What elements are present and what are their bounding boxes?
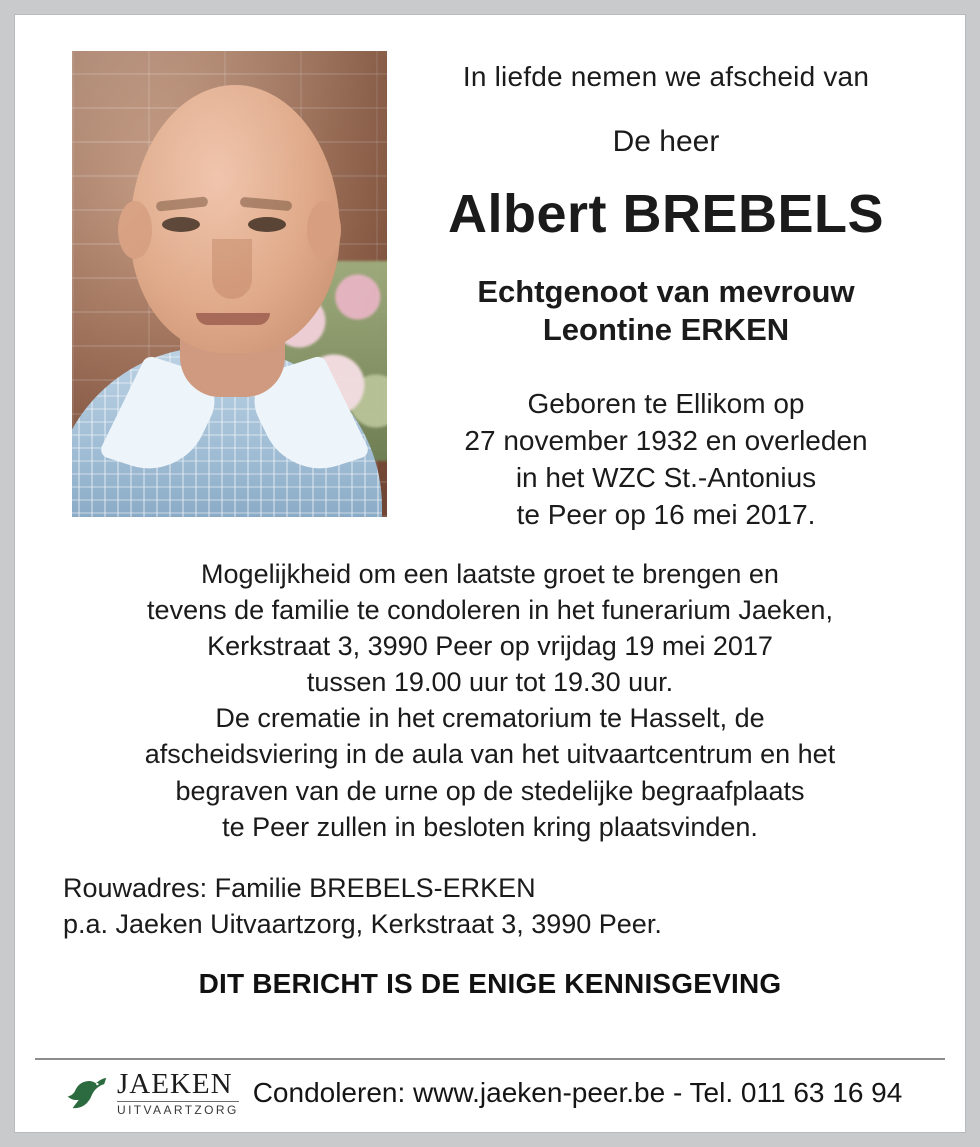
death-line: te Peer op 16 mei 2017. [516, 499, 816, 531]
ceremony-line-4: tussen 19.00 uur tot 19.30 uur. [306, 667, 674, 698]
ceremony-details [35, 556, 945, 845]
address-line-1: Rouwadres: Familie BREBELS-ERKEN [63, 872, 536, 903]
portrait-photo [72, 51, 387, 517]
footer-contact-text: Condoleren: www.jaeken-peer.be - Tel. 011 63 16 94 [252, 1077, 903, 1108]
ceremony-line-2: tevens de familie te condoleren in het funerarium Jaeken, [147, 594, 833, 625]
salutation-text: De heer [612, 125, 720, 158]
place-line: in het WZC St.-Antonius [515, 462, 817, 494]
spouse-line-1: Echtgenoot van mevrouw [477, 274, 855, 309]
mourning-address [35, 871, 945, 942]
dove-icon [65, 1073, 109, 1113]
ceremony-line-1: Mogelijkheid om een laatste groet te brengen en [201, 558, 779, 589]
spouse-line-2: Leontine ERKEN [542, 311, 790, 347]
portrait-container [35, 33, 387, 517]
single-notice-statement: DIT BERICHT IS DE ENIGE KENNISGEVING [198, 968, 782, 1000]
ceremony-line-7: begraven van de urne op de stedelijke begraafplaats [175, 775, 805, 806]
birth-line: Geboren te Ellikom op [527, 387, 805, 419]
deceased-details [387, 33, 945, 534]
obituary-card [14, 14, 966, 1133]
intro-text: In liefde nemen we afscheid van [462, 61, 870, 92]
logo-company-name: JAEKEN [117, 1068, 233, 1100]
jaeken-logo [65, 1070, 239, 1116]
deceased-name: Albert BREBELS [447, 184, 885, 244]
photo-glare [72, 51, 387, 517]
footer-bar [35, 1058, 945, 1122]
birth-death-block [387, 385, 945, 534]
spouse-block [387, 273, 945, 349]
birth-date-line: 27 november 1932 en overleden [464, 424, 868, 456]
logo-text-block [117, 1070, 239, 1116]
ceremony-line-8: te Peer zullen in besloten kring plaatsvinden. [222, 811, 758, 842]
ceremony-line-3: Kerkstraat 3, 3990 Peer op vrijdag 19 mei 2017 [207, 630, 773, 661]
logo-company-tagline: UITVAARTZORG [117, 1103, 239, 1117]
address-line-2: p.a. Jaeken Uitvaartzorg, Kerkstraat 3, 3990 Peer. [63, 908, 662, 939]
ceremony-line-6: afscheidsviering in de aula van het uitvaartcentrum en het [144, 739, 836, 770]
card-top-section [35, 33, 945, 534]
ceremony-line-5: De crematie in het crematorium te Hasselt, de [215, 703, 765, 734]
